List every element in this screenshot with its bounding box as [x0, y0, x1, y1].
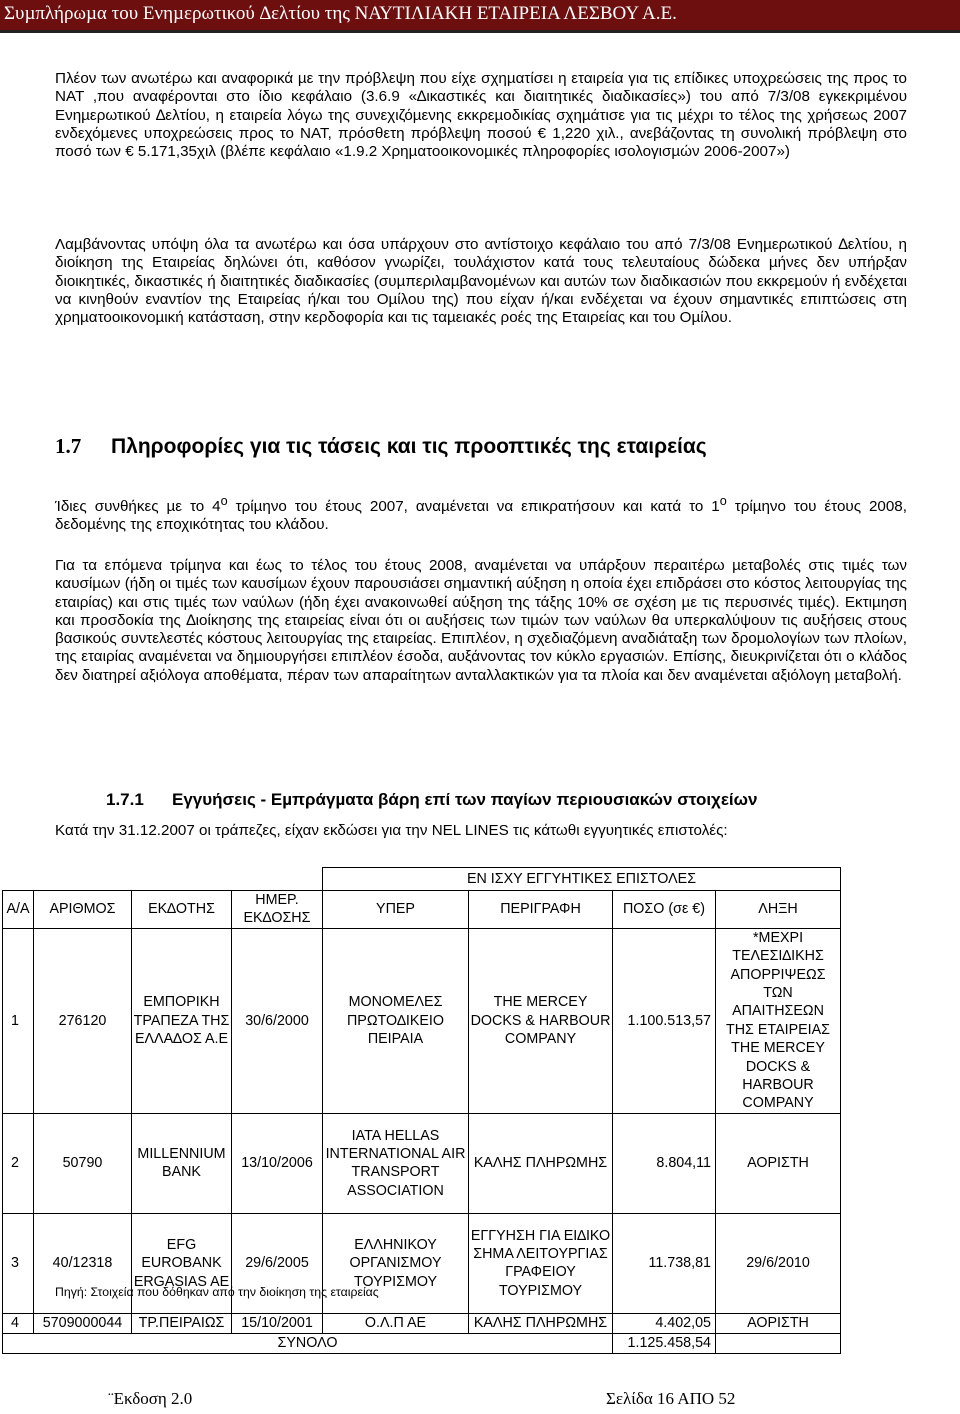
cell-issuer: ΤΡ.ΠΕΙΡΑΙΩΣ — [132, 1313, 232, 1333]
cell-number: 276120 — [34, 928, 132, 1113]
col-header-date: ΗΜΕΡ. ΕΚ∆ΟΣΗΣ — [232, 891, 323, 929]
total-label: ΣΥΝΟΛΟ — [3, 1333, 613, 1353]
page-header — [0, 0, 960, 33]
cell-expiry: 29/6/2010 — [716, 1213, 841, 1313]
header-title: Συµπλήρωµα του Ενηµερωτικού ∆ελτίου της ΝΑΥΤΙΛΙΑΚΗ ΕΤΑΙΡΕΙΑ ΛΕΣΒΟΥ Α.Ε. — [4, 3, 677, 24]
cell-beneficiary: IATA HELLAS INTERNATIONAL AIR TRANSPORT ASSOCIATION — [323, 1113, 469, 1213]
table-source-note: Πηγή: Στοιχεία που δόθηκαν από την διοίκηση της εταιρείας — [55, 1285, 379, 1299]
cell-expiry: *ΜΕΧΡΙ ΤΕΛΕΣΙ∆ΙΚΗΣ ΑΠΟΡΡΙΨΕΩΣ ΤΩΝ ΑΠΑΙΤΗΣΕΩΝ ΤΗΣ ΕΤΑΙΡΕΙΑΣ THE MERCEY DOCKS & HARBOUR COMPANY — [716, 928, 841, 1113]
cell-date: 15/10/2001 — [232, 1313, 323, 1333]
cell-issuer: MILLENNIUM BANK — [132, 1113, 232, 1213]
paragraph-trends-outlook: Για τα επόµενα τρίµηνα και έως το τέλος του έτους 2008, αναµένεται να υπάρξουν περαιτέρω µεταβολές στις τιµές των καυσίµων (ήδη οι τιµές των καυσίµων έχουν παρουσιάσει σηµαντική αύξηση η οποία έχει επιδράσει στο κόστος λειτουργίας της εταιρίας) και στις τιµές των ναύλων (ήδη έχει ανακοινωθεί αύξηση της τάξης 10% σε σχέση µε τις περυσινές τιµές). Εκτιµηση και προσδοκία της ∆ιοίκησης της εταιρείας είναι ότι οι αυξήσεις των τιµών των ναύλων θα υπερκαλύψουν τις αυξήσεις στους βασικούς συντελεστές κόστους λειτουργίας της εταιρείας. Επιπλέον, η σχεδιαζόµενη αναδιάταξη των δροµολογίων των πλοίων, της εταιρίας αναµένεται να δηµιουργήσει επιπλέον έσοδα, αυξάνοντας τον κύκλο εργασιών. Επίσης, διευκρινίζεται ότι ο κλάδος δεν διατηρεί αξιόλογα αποθέµατα, πέραν των απαραίτητων ανταλλακτικών για τα πλοία και δεν αναµένεται αξιόλογη µεταβολή. — [55, 557, 907, 684]
cell-description: ΕΓΓΥΗΣΗ ΓΙΑ ΕΙ∆ΙΚΟ ΣΗΜΑ ΛΕΙΤΟΥΡΓΙΑΣ ΓΡΑΦΕΙΟΥ ΤΟΥΡΙΣΜΟΥ — [469, 1213, 613, 1313]
cell-beneficiary: ΜΟΝΟΜΕΛΕΣ ΠΡΩΤΟ∆ΙΚΕΙΟ ΠΕΙΡΑΙΑ — [323, 928, 469, 1113]
cell-issuer: ΕΜΠΟΡΙΚΗ ΤΡΑΠΕΖΑ ΤΗΣ ΕΛΛΑ∆ΟΣ Α.Ε — [132, 928, 232, 1113]
cell-description: ΚΑΛΗΣ ΠΛΗΡΩΜΗΣ — [469, 1313, 613, 1333]
subsection-title: Εγγυήσεις - Εµπράγµατα βάρη επί των παγίων περιουσιακών στοιχείων — [172, 790, 758, 809]
paragraph-trends-q1 — [55, 492, 907, 535]
cell-number: 50790 — [34, 1113, 132, 1213]
cell-expiry: ΑΟΡΙΣΤΗ — [716, 1113, 841, 1213]
cell-number: 40/12318 — [34, 1213, 132, 1313]
col-header-number: ΑΡΙΘΜΟΣ — [34, 891, 132, 929]
guarantees-table — [2, 867, 841, 1354]
cell-description: THE MERCEY DOCKS & HARBOUR COMPANY — [469, 928, 613, 1113]
col-header-expiry: ΛΗΞΗ — [716, 891, 841, 929]
subsection-heading — [106, 790, 757, 810]
col-header-amount: ΠΟΣΟ (σε €) — [613, 891, 716, 929]
paragraph-provision: Πλέον των ανωτέρω και αναφορικά µε την πρόβλεψη που είχε σχηµατίσει η εταιρεία για τις επίδικες υποχρεώσεις της προς το ΝΑΤ ,που αναφέρονται στο ίδιο κεφάλαιο (3.6.9 «∆ικαστικές και διαιτητικές διαδικασίες») του από 7/3/08 εγκεκριµένου Ενηµερωτικού ∆ελτίου, η εταιρεία λόγω της συνεχιζόµενης εκκρεµοδικίας σχηµάτισε για τις µέχρι το τέλος της χρήσεως 2007 ενδεχόµενες υποχρεώσεις προς το ΝΑΤ, πρόσθετη πρόβλεψη ποσού € 1,220 χιλ., ανεβάζοντας τη συνολική πρόβλεψη στο ποσό των € 5.171,35χιλ (βλέπε κεφάλαιο «1.9.2 Χρηµατοοικονοµικές πληροφορίες ισολογισµών 2006-2007») — [55, 70, 907, 161]
table-lead-text: Κατά την 31.12.2007 οι τράπεζες, είχαν εκδώσει για την NEL LINES τις κάτωθι εγγυητικές επιστολές: — [55, 822, 728, 839]
section-title: Πληροφορίες για τις τάσεις και τις προοπτικές της εταιρείας — [111, 435, 707, 458]
p3-text-a: Ίδιες συνθήκες µε το 4 — [55, 498, 221, 516]
p3-sup-1: ο — [220, 494, 228, 508]
cell-date: 29/6/2005 — [232, 1213, 323, 1313]
cell-date: 13/10/2006 — [232, 1113, 323, 1213]
table-band-row — [3, 868, 841, 891]
cell-aa: 1 — [3, 928, 34, 1113]
col-header-beneficiary: ΥΠΕΡ — [323, 891, 469, 929]
cell-amount: 1.100.513,57 — [613, 928, 716, 1113]
paragraph-legal-proceedings: Λαµβάνοντας υπόψη όλα τα ανωτέρω και όσα υπάρχουν στο αντίστοιχο κεφάλαιο του από 7/3/08 Ενηµερωτικού ∆ελτίου, η διοίκηση της Εταιρείας δηλώνει ότι, καθόσον γνωρίζει, τουλάχιστον κατά τους τελευταίους δώδεκα µήνες δεν υπήρξαν διοικητικές, δικαστικές ή διαιτητικές διαδικασίες (συµπεριλαµβανοµένων και αυτών των διαδικασιών που εκκρεµούν ή ενδέχεται να κινηθούν εναντίον της Εταιρείας ή/και του Οµίλου της) που είχαν ή/και ενδέχεται να έχουν σηµαντικές επιπτώσεις στη χρηµατοοικονοµική κατάσταση, στην κερδοφορία και τις ταµειακές ροές της Εταιρείας και του Οµίλου. — [55, 236, 907, 327]
footer-page-number: Σελίδα 16 ΑΠΟ 52 — [606, 1389, 736, 1408]
col-header-aa: Α/Α — [3, 891, 34, 929]
subsection-number: 1.7.1 — [106, 790, 144, 809]
table-row — [3, 928, 841, 1113]
footer-edition: ¨Εκδοση 2.0 — [108, 1389, 193, 1408]
cell-amount: 8.804,11 — [613, 1113, 716, 1213]
cell-description: ΚΑΛΗΣ ΠΛΗΡΩΜΗΣ — [469, 1113, 613, 1213]
cell-beneficiary: Ο.Λ.Π ΑΕ — [323, 1313, 469, 1333]
total-value: 1.125.458,54 — [613, 1333, 716, 1353]
cell-issuer: EFG EUROBANK ERGASIAS AE — [132, 1213, 232, 1313]
cell-amount: 4.402,05 — [613, 1313, 716, 1333]
p3-text-c: τρίµηνο του έτους 2008, δεδοµένης της εποχικότητας του κλάδου. — [55, 498, 907, 534]
table-band-title: ΕΝ ΙΣΧΥ ΕΓΓΥΗΤΙΚΕΣ ΕΠΙΣΤΟΛΕΣ — [323, 868, 841, 891]
cell-aa: 3 — [3, 1213, 34, 1313]
table-header-row — [3, 891, 841, 929]
cell-amount: 11.738,81 — [613, 1213, 716, 1313]
section-heading — [55, 434, 707, 459]
table-total-row — [3, 1333, 841, 1353]
cell-aa: 4 — [3, 1313, 34, 1333]
col-header-issuer: ΕΚ∆ΟΤΗΣ — [132, 891, 232, 929]
col-header-description: ΠΕΡΙΓΡΑΦΗ — [469, 891, 613, 929]
cell-beneficiary: ΕΛΛΗΝΙΚΟΥ ΟΡΓΑΝΙΣΜΟΥ ΤΟΥΡΙΣΜΟΥ — [323, 1213, 469, 1313]
total-blank — [716, 1333, 841, 1353]
cell-expiry: ΑΟΡΙΣΤΗ — [716, 1313, 841, 1333]
cell-date: 30/6/2000 — [232, 928, 323, 1113]
cell-aa: 2 — [3, 1113, 34, 1213]
band-spacer — [3, 868, 323, 891]
section-number: 1.7 — [55, 434, 82, 458]
table-row — [3, 1113, 841, 1213]
p3-text-b: τρίµηνο του έτους 2007, αναµένεται να επικρατήσουν και κατά το 1 — [227, 498, 720, 516]
p3-sup-2: ο — [719, 494, 727, 508]
cell-number: 5709000044 — [34, 1313, 132, 1333]
table-row — [3, 1313, 841, 1333]
